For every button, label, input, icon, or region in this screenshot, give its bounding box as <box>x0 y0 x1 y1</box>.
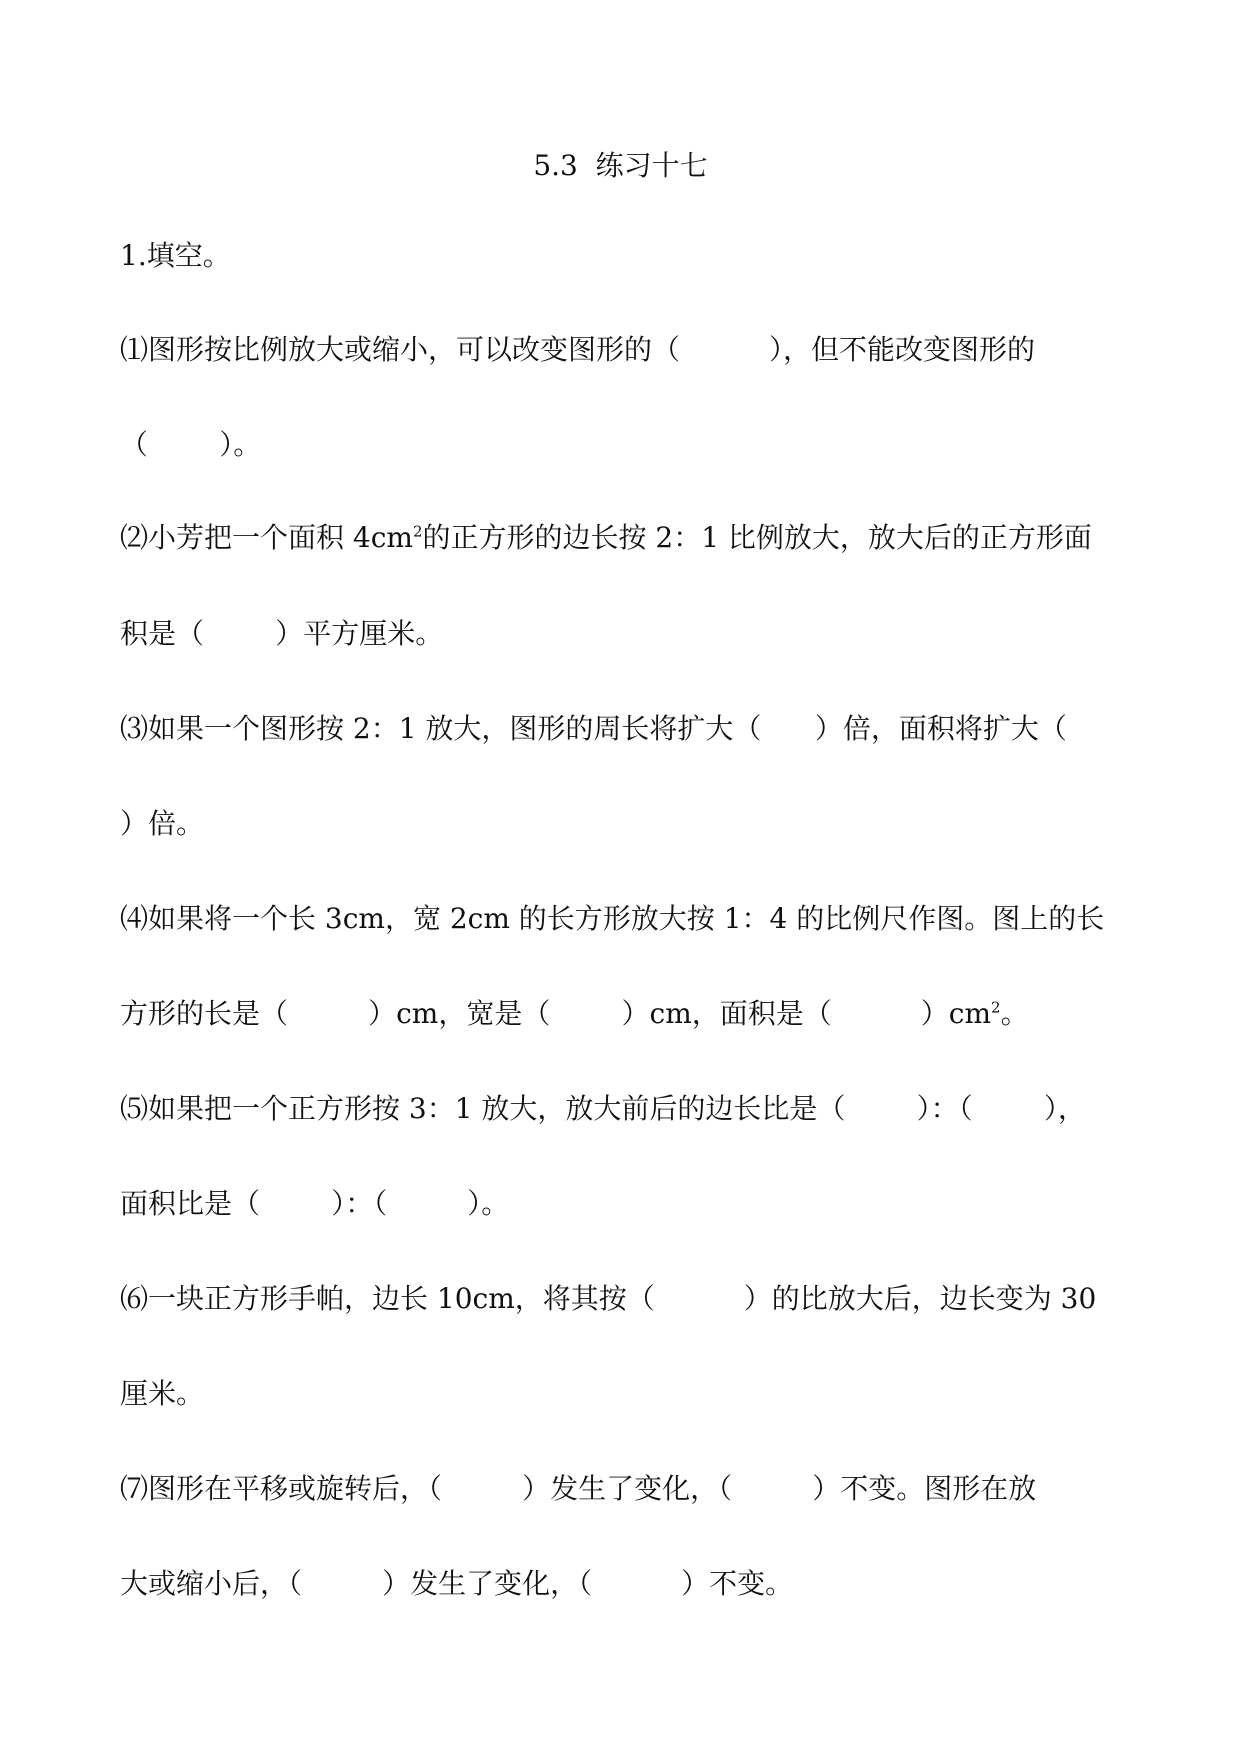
question-4-line-2 <box>120 994 1029 1034</box>
question-2-line-2: 积是（ ）平方厘米。 <box>120 617 444 650</box>
question-2-text-a: ⑵小芳把一个面积 4cm <box>120 521 413 554</box>
section-heading: 1.填空。 <box>120 239 231 272</box>
question-4-text-b: 。 <box>1000 997 1029 1030</box>
question-7-line-2: 大或缩小后，（ ）发生了变化，（ ）不变。 <box>120 1567 794 1600</box>
question-6-line-2: 厘米。 <box>120 1377 205 1410</box>
question-6-line-1: ⑹一块正方形手帕，边长 10cm，将其按（ ）的比放大后，边长变为 30 <box>120 1282 1097 1315</box>
question-5-line-2: 面积比是（ ）：（ ）。 <box>120 1187 510 1220</box>
question-5-line-1: ⑸如果把一个正方形按 3：1 放大，放大前后的边长比是（ ）：（ ）， <box>120 1092 1086 1125</box>
question-4-line-1: ⑷如果将一个长 3cm，宽 2cm 的长方形放大按 1：4 的比例尺作图。图上的长 <box>120 902 1105 935</box>
question-4-text-a: 方形的长是（ ）cm，宽是（ ）cm，面积是（ ）cm <box>120 997 992 1030</box>
question-3-line-2: ）倍。 <box>120 807 205 840</box>
question-7-line-1: ⑺图形在平移或旋转后，（ ）发生了变化，（ ）不变。图形在放 <box>120 1472 1037 1505</box>
question-2-line-1 <box>120 518 1092 558</box>
question-2-text-b: 的正方形的边长按 2：1 比例放大，放大后的正方形面 <box>422 521 1092 554</box>
question-3-line-1: ⑶如果一个图形按 2：1 放大，图形的周长将扩大（ ）倍，面积将扩大（ <box>120 712 1067 745</box>
superscript-2: 2 <box>991 998 1001 1017</box>
question-1-line-1: ⑴图形按比例放大或缩小，可以改变图形的（ ），但不能改变图形的 <box>120 333 1036 366</box>
superscript-2: 2 <box>412 522 423 541</box>
question-1-line-2: （ ）。 <box>120 428 262 461</box>
page-title: 5.3 练习十七 <box>533 149 708 182</box>
